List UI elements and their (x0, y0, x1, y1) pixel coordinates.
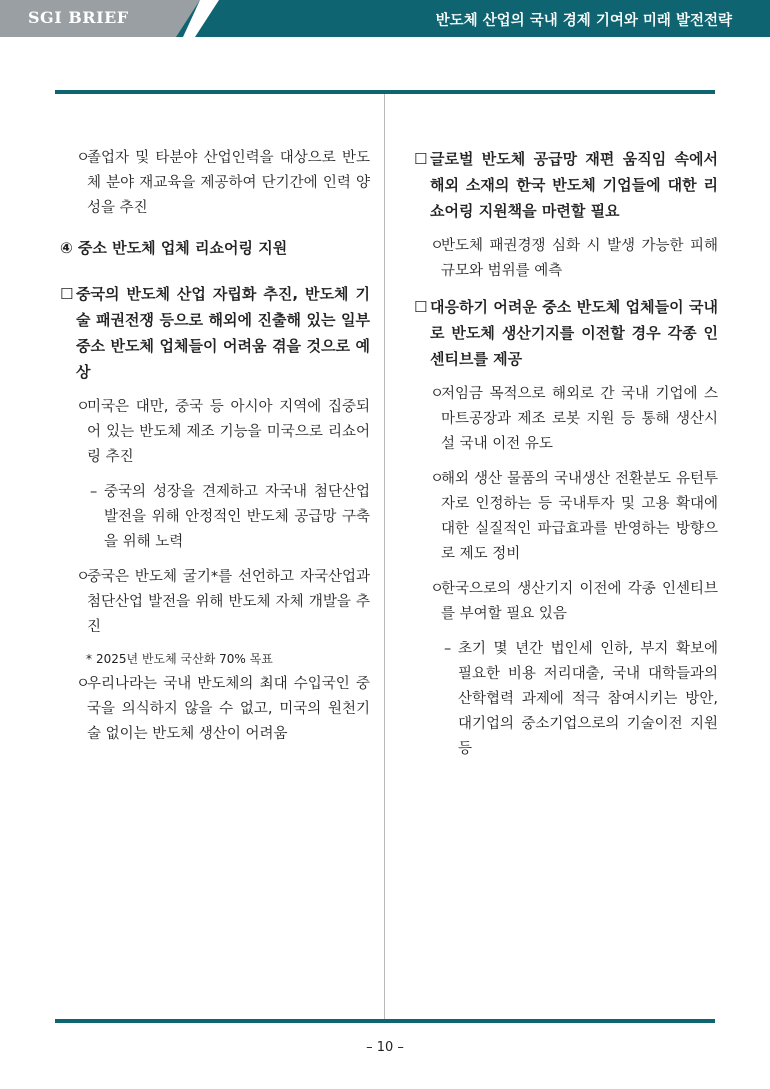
page-number: – 10 – (366, 1040, 404, 1055)
circle-bullet: ㅇ (76, 676, 91, 692)
footnote (60, 650, 370, 668)
list-item-text: 해외 생산 물품의 국내생산 전환분도 유턴투자로 인정하는 등 국내투자 및 고용 확대에 대한 실질적인 파급효과를 반영하는 방향으로 제도 정비 (441, 471, 718, 562)
list-item-text: 미국은 대만, 중국 등 아시아 지역에 집중되어 있는 반도체 제조 기능을 미국으로 리쇼어링 추진 (87, 399, 370, 465)
checkbox-bullet-icon: ☐ (414, 150, 428, 168)
list-item (60, 565, 370, 640)
circle-bullet: ㅇ (430, 238, 445, 254)
top-rule (55, 90, 715, 94)
list-item (414, 234, 718, 284)
list-item-text: 저임금 목적으로 해외로 간 국내 기업에 스마트공장과 제조 로봇 지원 등 통해 생산시설 국내 이전 유도 (441, 386, 718, 452)
box-item (414, 294, 718, 372)
box-item-text: 대응하기 어려운 중소 반도체 업체들이 국내로 반도체 생산기지를 이전할 경우 각종 인센티브를 제공 (430, 298, 718, 368)
list-item-text: 우리나라는 국내 반도체의 최대 수입국인 중국을 의식하지 않을 수 없고, 미국의 원천기술 없이는 반도체 생산이 어려움 (87, 676, 370, 742)
circle-bullet: ㅇ (76, 399, 91, 415)
footnote-marker: * (86, 652, 92, 666)
list-item-text: 중국은 반도체 굴기*를 선언하고 자국산업과 첨단산업 발전을 위해 반도체 자체 개발을 추진 (87, 569, 370, 635)
checkbox-bullet-icon: ☐ (414, 298, 428, 316)
circle-bullet: ㅇ (76, 150, 91, 166)
brand-label: SGI BRIEF (28, 8, 129, 27)
dash-bullet: – (90, 484, 98, 500)
right-column (414, 146, 718, 772)
bottom-rule (55, 1019, 715, 1023)
dash-item-text: 중국의 성장을 견제하고 자국내 첨단산업 발전을 위해 안정적인 반도체 공급망 구축을 위해 노력 (104, 484, 370, 550)
box-item (414, 146, 718, 224)
list-item-text: 한국으로의 생산기지 이전에 각종 인센티브를 부여할 필요 있음 (441, 581, 718, 622)
header-bar (0, 0, 770, 37)
footnote-text: 2025년 반도체 국산화 70% 목표 (96, 652, 273, 666)
document-title: 반도체 산업의 국내 경제 기여와 미래 발전전략 (435, 13, 732, 29)
dash-item-text: 초기 몇 년간 법인세 인하, 부지 확보에 필요한 비용 저리대출, 국내 대학들과의 산학협력 과제에 적극 참여시키는 방안, 대기업의 중소기업으로의 기술이전 지원 등 (458, 641, 718, 757)
box-item (60, 281, 370, 385)
circle-bullet: ㅇ (430, 386, 445, 402)
dash-item (60, 480, 370, 555)
left-column (60, 146, 370, 757)
box-item-text: 글로벌 반도체 공급망 재편 움직임 속에서 해외 소재의 한국 반도체 기업들에 대한 리쇼어링 지원책을 마련할 필요 (430, 150, 718, 220)
dash-item (414, 637, 718, 762)
dash-bullet: – (444, 641, 452, 657)
section-heading: ④ 중소 반도체 업체 리쇼어링 지원 (60, 239, 288, 257)
list-item (414, 467, 718, 567)
list-item-text: 졸업자 및 타분야 산업인력을 대상으로 반도체 분야 재교육을 제공하여 단기간에 인력 양성을 추진 (87, 150, 370, 216)
list-item (414, 382, 718, 457)
list-item (60, 395, 370, 470)
list-item (60, 146, 370, 221)
list-item (60, 672, 370, 747)
checkbox-bullet-icon: ☐ (60, 285, 74, 303)
circle-bullet: ㅇ (76, 569, 91, 585)
circle-bullet: ㅇ (430, 471, 445, 487)
column-divider (384, 94, 385, 1019)
list-item-text: 반도체 패권경쟁 심화 시 발생 가능한 피해 규모와 범위를 예측 (441, 238, 718, 279)
list-item (414, 577, 718, 627)
box-item-text: 중국의 반도체 산업 자립화 추진, 반도체 기술 패권전쟁 등으로 해외에 진출해 있는 일부 중소 반도체 업체들이 어려움 겪을 것으로 예상 (76, 285, 370, 381)
circle-bullet: ㅇ (430, 581, 445, 597)
